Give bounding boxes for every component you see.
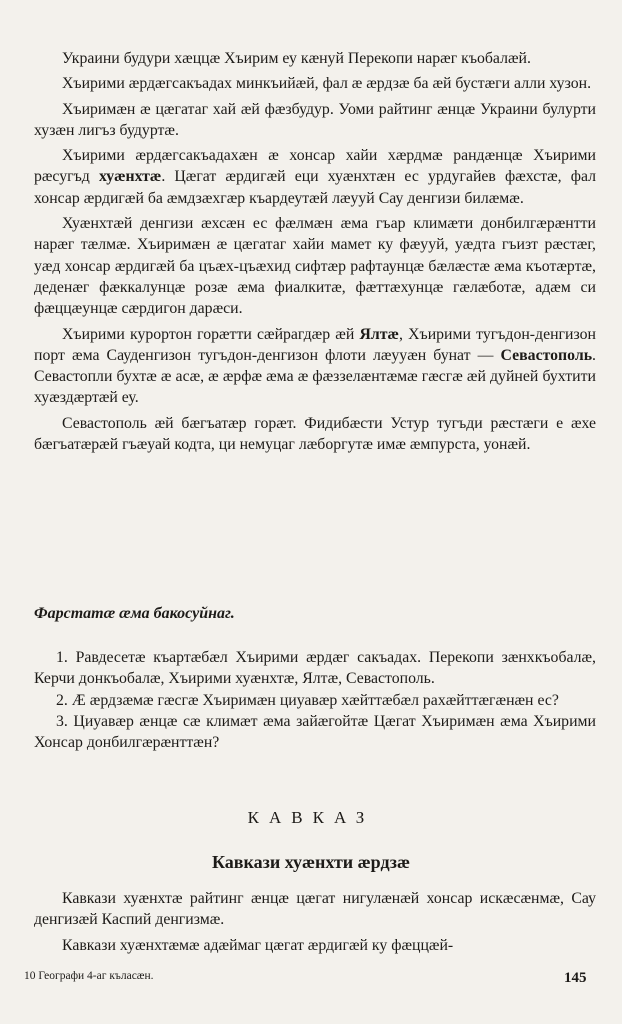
paragraph-1: Украини будури хæццæ Хъирим еу кæнуй Перекопи нарæг къобалæй. [62,50,531,67]
paragraph-4-part-b: . Цæгат æрдигæй еци хуæнхтæн ес урдугайев фæхстæ, фал хонсар æрдигæй ба æмдзæхгæр къардеутæй лæууй Сау денгизи билæмæ. [34,168,596,207]
paragraph-2: Хъирими æрдæгсакъадах минкъийæй, фал æ æрдзæ ба æй бустæги алли хузон. [62,75,592,93]
paragraph-6-bold-sevastopol: Севастополь [500,346,593,364]
paragraph-6 [34,324,596,409]
chapter-paragraph-2: Кавкази хуæнхтæмæ адæймаг цæгат æрдигæй ку фæццæй- [62,936,454,954]
questions-heading: Фарстатæ æма бакосуйнаг. [34,605,235,622]
questions-list [34,647,596,753]
question-3: 3. Циуавæр æнцæ сæ климæт æма зайæгойтæ Цæгат Хъиримæн æма Хъирими Хонсар донбилгæрæнттæн? [34,712,596,752]
chapter-title: Кавкази хуæнхти æрдзæ [211,852,411,872]
paragraph-4-part-a: Хъирими æрдæгсакъадахæн æ хонсар хайи хæрдмæ рандæнцæ Хъирими рæсугъд [34,147,596,186]
section-title: КАВКАЗ [247,808,375,827]
paragraph-6-part-a: Хъирими курортон горæтти сæйрагдæр æй [62,325,360,343]
question-2: 2. Æ æрдзæмæ гæсгæ Хъиримæн циуавæр хæйттæбæл рахæйттæгæнæн ес? [56,691,559,709]
paragraph-4-bold-term: хуæнхтæ [98,168,162,186]
paragraph-7: Севастополь æй бæгъатæр горæт. Фидибæсти Устур тугъди рæстæги е æхе бæгъатæрæй гъæуай кодта, ци немуцаг лæборгутæ имæ æмпурста, уонæй. [34,414,596,454]
paragraph-3: Хъиримæн æ цæгатаг хай æй фæзбудур. Уоми райтинг æнцæ Украини булурти хузæн лигъз будуртæ. [34,100,596,139]
main-text [34,48,596,459]
chapter-text [34,888,596,960]
question-1: 1. Равдесетæ къартæбæл Хъирими æрдæг сакъадах. Перекопи зæнхкъобалæ, Керчи донкъобалæ, Хъирими хуæнхтæ, Ялтæ, Севастополь. [34,649,596,688]
footer-signature: 10 Географи 4-аг къласæн. [24,970,154,982]
paragraph-6-part-c: . Севастопли бухтæ æ асæ, æ æрфæ æма æ фæззелæнтæмæ гæсгæ æй дуйней бухтити хуæздæртæй еу. [34,346,596,407]
chapter-paragraph-1: Кавкази хуæнхтæ райтинг æнцæ цæгат нигулæнæй хонсар искæсæнмæ, Сау денгизæй Каспий денгизмæ. [34,890,596,929]
paragraph-4 [34,145,596,209]
paragraph-6-part-b: , Хъирими тугъдон-денгизон порт æма Сауденгизон тугъдон-денгизон флоти лæууæн бунат — [34,325,596,364]
paragraph-6-bold-yalta: Ялтæ [359,325,399,343]
paragraph-5: Хуæнхтæй денгизи æхсæн ес фæлмæн æма гъар климæти донбилгæрæнтти нарæг тæлмæ. Хъиримæн æ цæгатаг хайи мамет ку фæууй, уæдта гъизт рæстæг, уæд хонсар æрдигæй ба цъæх-цъæхид сифтæр рафтаунцæ бæлæстæ æма къотæртæ, деденæг фæккалунцæ розæ æма фиалкитæ, фæттæхунцæ гæлæботæ, адæм си фæццæунцæ сæрдигон дарæси. [34,215,596,318]
page-number: 145 [564,970,587,986]
